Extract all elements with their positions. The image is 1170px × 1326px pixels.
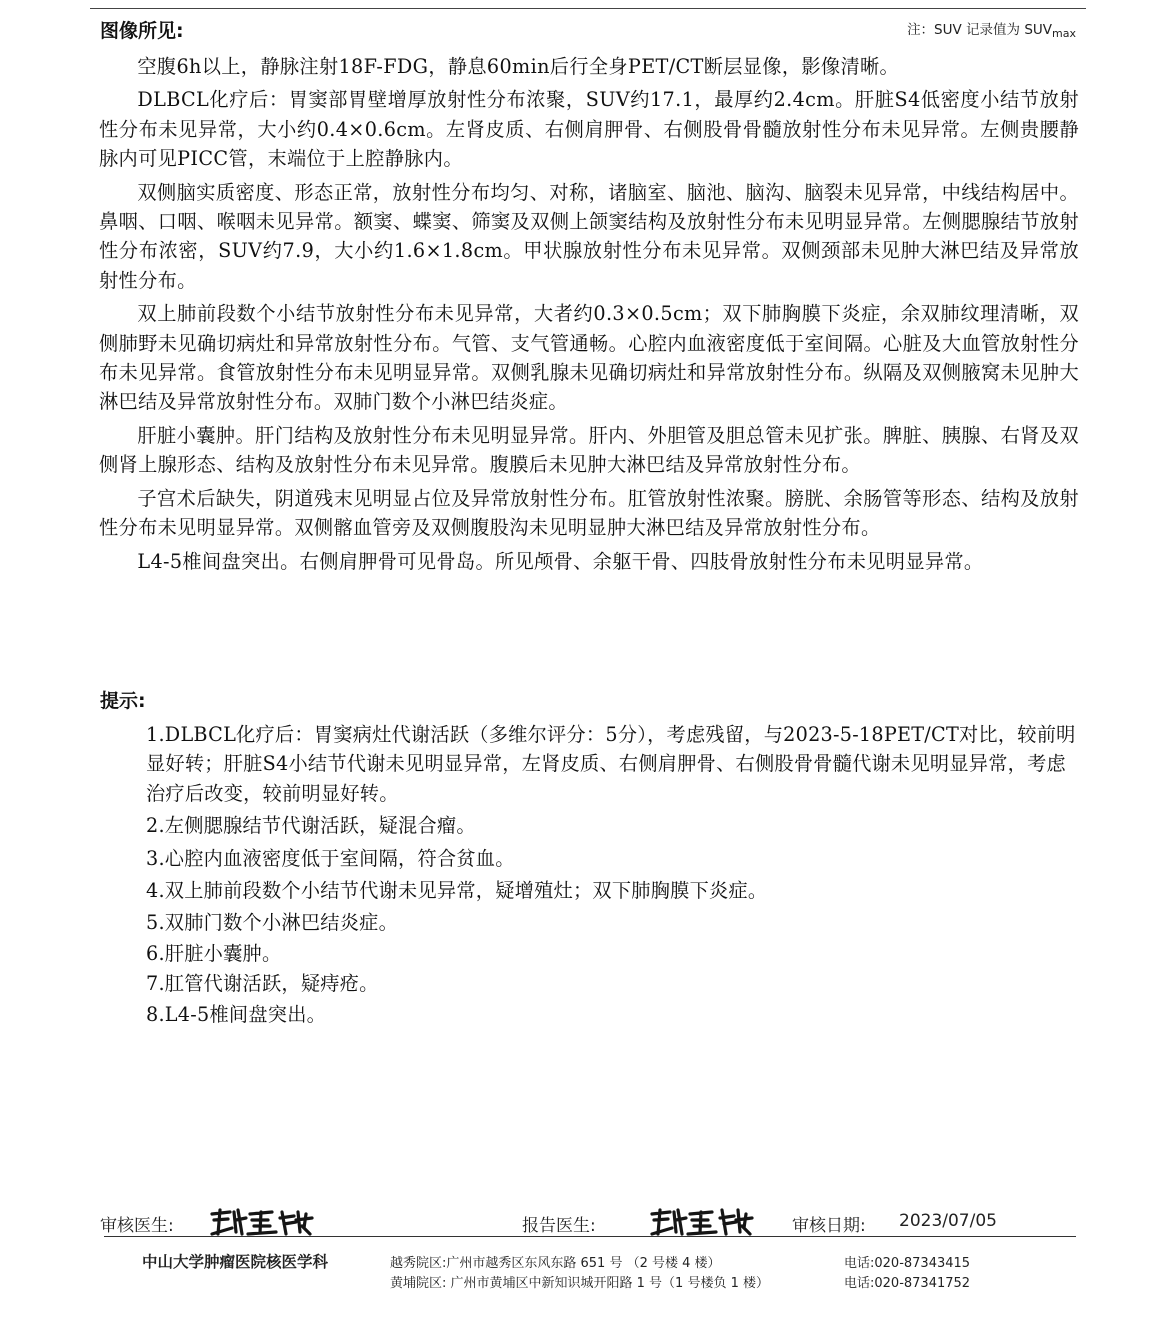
footer-phone-yuexiu: 电话:020-87343415: [844, 1256, 971, 1271]
reviewer-label: 审核医生:: [100, 1216, 174, 1236]
findings-paragraph: 双侧脑实质密度、形态正常，放射性分布均匀、对称，诸脑室、脑池、脑沟、脑裂未见异常，中线结构居中。鼻咽、口咽、喉咽未见异常。额窦、蝶窦、筛窦及双侧上颌窦结构及放射性分布未见明显异常。左侧腮腺结节放射性分布浓密，SUV约7.9，大小约1.6×1.8cm。甲状腺放射性分布未见异常。双侧颈部未见肿大淋巴结及异常放射性分布。: [99, 180, 1079, 292]
findings-paragraph: 肝脏小囊肿。肝门结构及放射性分布未见明显异常。肝内、外胆管及胆总管未见扩张。脾脏、胰腺、右肾及双侧肾上腺形态、结构及放射性分布未见异常。腹膜后未见肿大淋巴结及异常放射性分布。: [99, 423, 1079, 477]
findings-paragraph: 双上肺前段数个小结节放射性分布未见异常，大者约0.3×0.5cm；双下肺胸膜下炎症，余双肺纹理清晰，双侧肺野未见确切病灶和异常放射性分布。气管、支气管通畅。心腔内血液密度低于室间隔。心脏及大血管放射性分布未见异常。食管放射性分布未见明显异常。双侧乳腺未见确切病灶和异常放射性分布。纵隔及双侧腋窝未见肿大淋巴结及异常放射性分布。双肺门数个小淋巴结炎症。: [99, 302, 1079, 414]
impression-list: [146, 720, 1082, 1030]
findings-paragraph: 空腹6h以上，静脉注射18F-FDG，静息60min后行全身PET/CT断层显像，影像清晰。: [137, 55, 900, 78]
impression-heading: 提示:: [100, 690, 146, 712]
suv-note-subscript: max: [1052, 27, 1076, 40]
reporter-label: 报告医生:: [522, 1216, 596, 1236]
footer-phone-huangpu: 电话:020-87341752: [844, 1276, 971, 1291]
findings-body: [99, 52, 1079, 580]
suv-note-text: 注：SUV 记录值为 SUV: [907, 22, 1053, 38]
review-date-value: 2023/07/05: [899, 1211, 997, 1231]
signature-row: [0, 1204, 1170, 1240]
impression-item: 8.L4-5椎间盘突出。: [146, 1002, 327, 1026]
review-date-label: 审核日期:: [792, 1216, 866, 1236]
impression-item: 5.双肺门数个小淋巴结炎症。: [146, 911, 399, 935]
findings-paragraph: DLBCL化疗后：胃窦部胃壁增厚放射性分布浓聚，SUV约17.1，最厚约2.4cm。肝脏S4低密度小结节放射性分布未见异常，大小约0.4×0.6cm。左肾皮质、右侧肩胛骨、右侧股骨骨髓放射性分布未见异常。左侧贵腰静脉内可见PICC管，末端位于上腔静脉内。: [99, 88, 1079, 171]
footer-address-yuexiu: 越秀院区:广州市越秀区东风东路 651 号 （2 号楼 4 楼）: [390, 1256, 721, 1271]
impression-item: 7.肛管代谢活跃，疑痔疮。: [146, 972, 379, 996]
top-divider: [90, 8, 1086, 9]
footer-org-name: 中山大学肿瘤医院核医学科: [142, 1253, 329, 1271]
impression-item: 1.DLBCL化疗后：胃窦病灶代谢活跃（多维尔评分：5分），考虑残留，与2023-5-18PET/CT对比，较前明显好转；肝脏S4小结节代谢未见明显异常，左肾皮质、右侧肩胛骨、右侧股骨骨髓代谢未见明显异常，考虑治疗后改变，较前明显好转。: [146, 723, 1076, 805]
findings-paragraph: L4-5椎间盘突出。右侧肩胛骨可见骨岛。所见颅骨、余躯干骨、四肢骨放射性分布未见明显异常。: [137, 549, 984, 573]
findings-heading: 图像所见:: [100, 20, 184, 42]
bottom-divider: [104, 1236, 1076, 1237]
footer: [0, 1248, 1170, 1292]
impression-item: 4.双上肺前段数个小结节代谢未见异常，疑增殖灶；双下肺胸膜下炎症。: [146, 879, 768, 903]
impression-item: 3.心腔内血液密度低于室间隔，符合贫血。: [146, 846, 515, 870]
impression-item: 2.左侧腮腺结节代谢活跃，疑混合瘤。: [146, 814, 476, 838]
suv-note: [907, 18, 1076, 40]
reviewer-signature: [206, 1204, 318, 1238]
impression-item: 6.肝脏小囊肿。: [146, 941, 282, 965]
reporter-signature: [646, 1204, 758, 1238]
footer-address-huangpu: 黄埔院区: 广州市黄埔区中新知识城开阳路 1 号（1 号楼负 1 楼）: [390, 1276, 769, 1291]
findings-paragraph: 子宫术后缺失，阴道残末见明显占位及异常放射性分布。肛管放射性浓聚。膀胱、余肠管等形态、结构及放射性分布未见明显异常。双侧髂血管旁及双侧腹股沟未见明显肿大淋巴结及异常放射性分布。: [99, 486, 1079, 540]
